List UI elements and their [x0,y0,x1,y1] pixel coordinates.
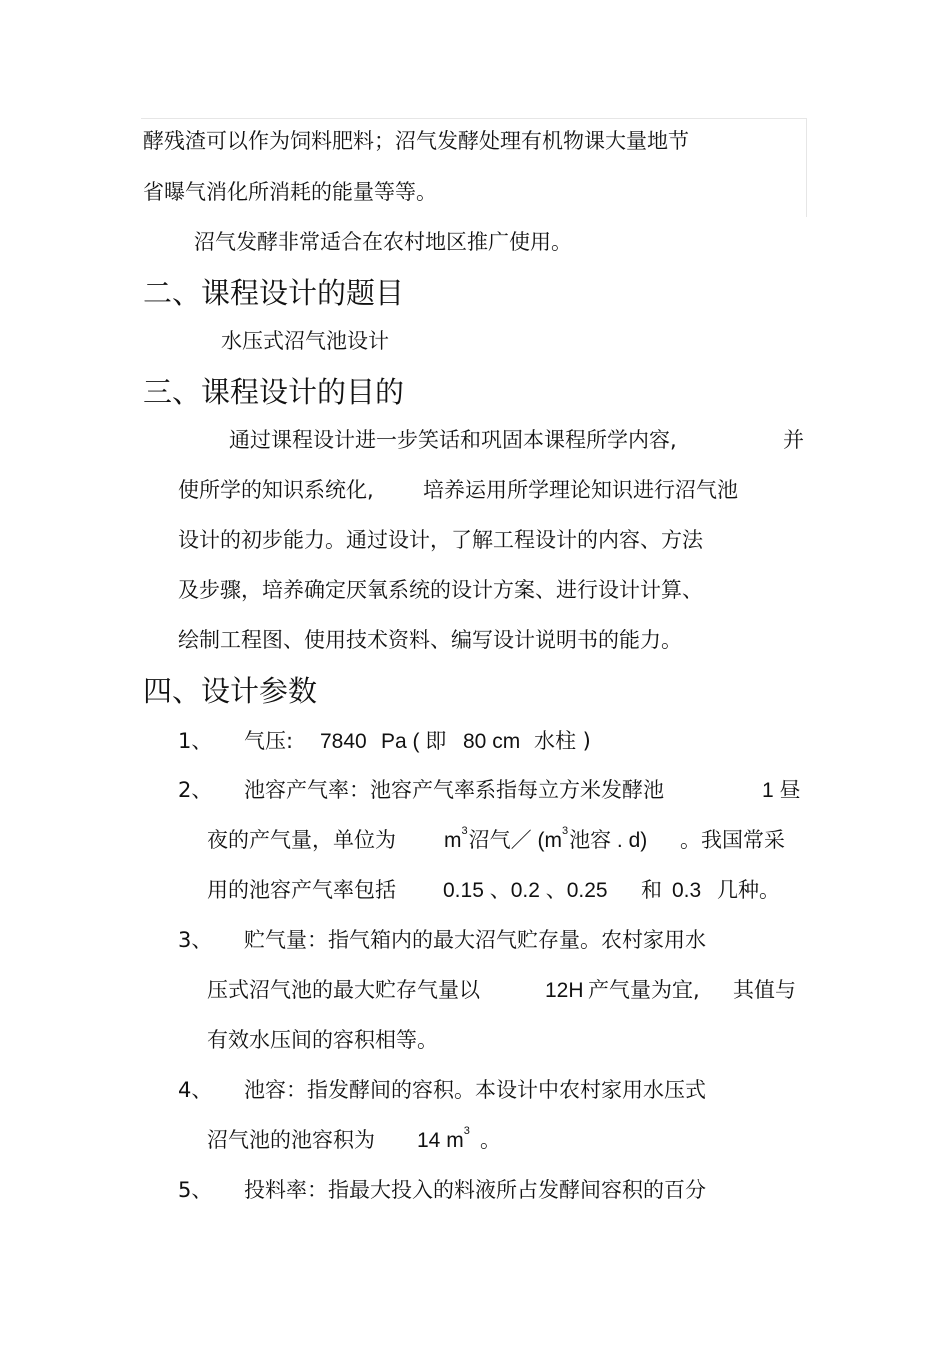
param-1-number: 1、 [178,729,213,753]
param-3-number: 3、 [178,928,213,952]
section-4-heading: 四、设计参数 [143,674,318,708]
param-2-line-2d: 。我国常采 [680,828,785,852]
param-1-unit: Pa ( 即 [381,730,447,753]
param-4-number: 4、 [178,1078,213,1102]
param-1-value: 7840 [320,730,367,753]
param-4-line-2c: 。 [480,1128,501,1152]
param-2-number: 2、 [178,778,213,802]
param-2-line-2a: 夜的产气量，单位为 [207,828,396,852]
purpose-line-3: 设计的初步能力。通过设计，了解工程设计的内容、方法 [178,528,703,552]
purpose-line-1a: 通过课程设计进一步笑话和巩固本课程所学内容, [229,428,677,452]
param-3-line-1: 贮气量：指气箱内的最大沼气贮存量。农村家用水 [244,928,706,952]
param-2-line-3a: 用的池容产气率包括 [207,878,396,902]
param-4-volume: 14 $m^3$ [417,1125,470,1152]
purpose-line-5: 绘制工程图、使用技术资料、编写设计说明书的能力。 [178,628,682,652]
param-5-number: 5、 [178,1178,213,1202]
param-3-line-3: 有效水压间的容积相等。 [207,1028,438,1052]
param-1-label: 气压: [244,729,294,753]
param-2-and: 和 [641,878,662,902]
section-2-heading: 二、课程设计的题目 [143,276,405,310]
param-2-line-1a: 池容产气率：池容产气率系指每立方米发酵池 [244,778,664,802]
purpose-line-4: 及步骤，培养确定厌氧系统的设计方案、进行设计计算、 [178,578,703,602]
param-4-line-2a: 沼气池的池容积为 [207,1128,375,1152]
param-5-line-1: 投料率：指最大投入的料液所占发酵间容积的百分 [244,1178,706,1202]
param-3-line-2d: 其值与 [733,978,796,1002]
param-2-rates: 0.15 、0.2 、0.25 [443,879,608,902]
param-2-unit: $m^3$沼气／ ($m^3$池容 . d) [444,825,648,852]
param-4-line-1: 池容：指发酵间的容积。本设计中农村家用水压式 [244,1078,706,1102]
intro-line-1: 酵残渣可以作为饲料肥料；沼气发酵处理有机物课大量地节 [143,129,689,153]
param-2-line-1b: 1 昼 [762,779,801,802]
param-2-line-3e: 几种。 [717,878,780,902]
intro-line-2: 省曝气消化所消耗的能量等等。 [143,180,437,204]
purpose-line-1b: 并 [783,428,804,452]
param-1-cm: 80 cm [463,730,521,753]
param-3-line-2a: 压式沼气池的最大贮存气量以 [207,978,480,1002]
param-2-rate-last: 0.3 [672,879,702,902]
purpose-line-2a: 使所学的知识系统化, [178,478,374,502]
param-1-water: 水柱 ) [534,729,591,753]
design-topic: 水压式沼气池设计 [221,329,389,353]
section-3-heading: 三、课程设计的目的 [143,375,405,409]
param-3-line-2c: 产气量为宜, [588,978,700,1002]
intro-line-3: 沼气发酵非常适合在农村地区推广使用。 [194,230,572,254]
param-3-hours: 12H [545,979,584,1002]
purpose-line-2b: 培养运用所学理论知识进行沼气池 [423,478,738,502]
